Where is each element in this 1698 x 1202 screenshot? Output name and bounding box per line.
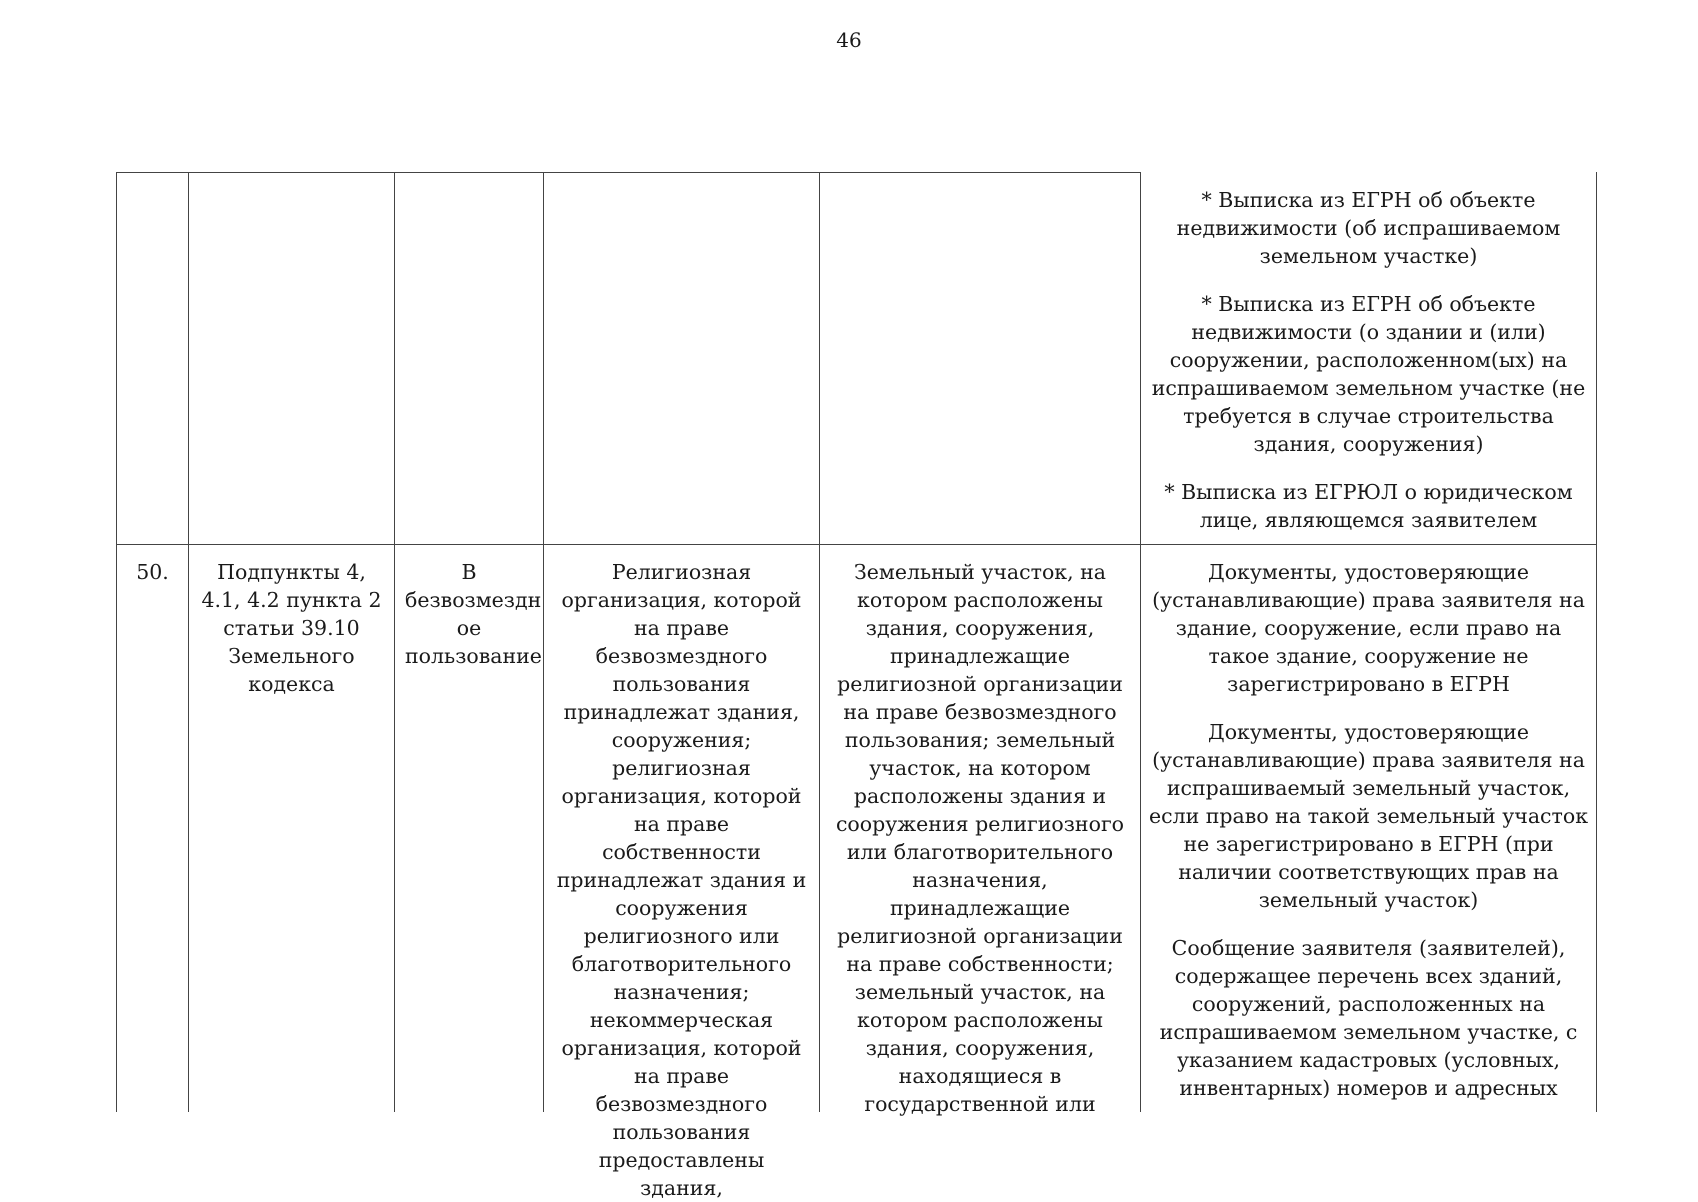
- regulation-table: [116, 172, 1597, 1200]
- legal-basis-cell: Подпункты 4, 4.1, 4.2 пункта 2 статьи 39.10 Земельного кодекса: [201, 560, 382, 696]
- table-top-border: [116, 172, 1140, 173]
- row-number: 50.: [136, 560, 169, 584]
- land-plot-cell: Земельный участок, на котором расположены здания, сооружения, принадлежащие религиозной организации на праве безвозмездного пользования; земельный участок, на котором расположены здания и сооружения религиозного или благотворительного назначения, принадлежащие религиозной организации на праве собственности; земельный участок, на котором расположены здания, сооружения, находящиеся в государственной или: [835, 560, 1125, 1116]
- table-left-border: [116, 172, 117, 1112]
- documents-cell-continued: [1141, 186, 1596, 534]
- documents-cell: [1141, 558, 1596, 1102]
- document-item: Документы, удостоверяющие (устанавливающие) права заявителя на испрашиваемый земельный участок, если право на такой земельный участок не зарегистрировано в ЕГРН (при наличии соответствующих прав на земельный участок): [1148, 720, 1589, 912]
- right-type-cell: В безвозмездн ое пользование: [405, 560, 542, 668]
- row-divider: [116, 544, 1597, 545]
- document-item: * Выписка из ЕГРЮЛ о юридическом лице, являющемся заявителем: [1164, 480, 1573, 532]
- document-item: Сообщение заявителя (заявителей), содержащее перечень всех зданий, сооружений, расположенных на испрашиваемом земельном участке, с указанием кадастровых (условных, инвентарных) номеров и адресных: [1159, 936, 1578, 1100]
- document-item: * Выписка из ЕГРН об объекте недвижимости (о здании и (или) сооружении, расположенном(ых) на испрашиваемом земельном участке (не требуется в случае строительства здания, сооружения): [1151, 292, 1586, 456]
- page-number: 46: [836, 28, 862, 52]
- document-item: * Выписка из ЕГРН об объекте недвижимости (об испрашиваемом земельном участке): [1176, 188, 1561, 268]
- document-item: Документы, удостоверяющие (устанавливающие) права заявителя на здание, сооружение, если право на такое здание, сооружение не зарегистрировано в ЕГРН: [1152, 560, 1585, 696]
- applicant-cell: Религиозная организация, которой на праве безвозмездного пользования принадлежат здания, сооружения; религиозная организация, которой на праве собственности принадлежат здания и сооружения религиозного или благотворительного назначения; некоммерческая организация, которой на праве безвозмездного пользования предоставлены здания,: [556, 560, 807, 1200]
- table-right-border: [1596, 172, 1597, 1112]
